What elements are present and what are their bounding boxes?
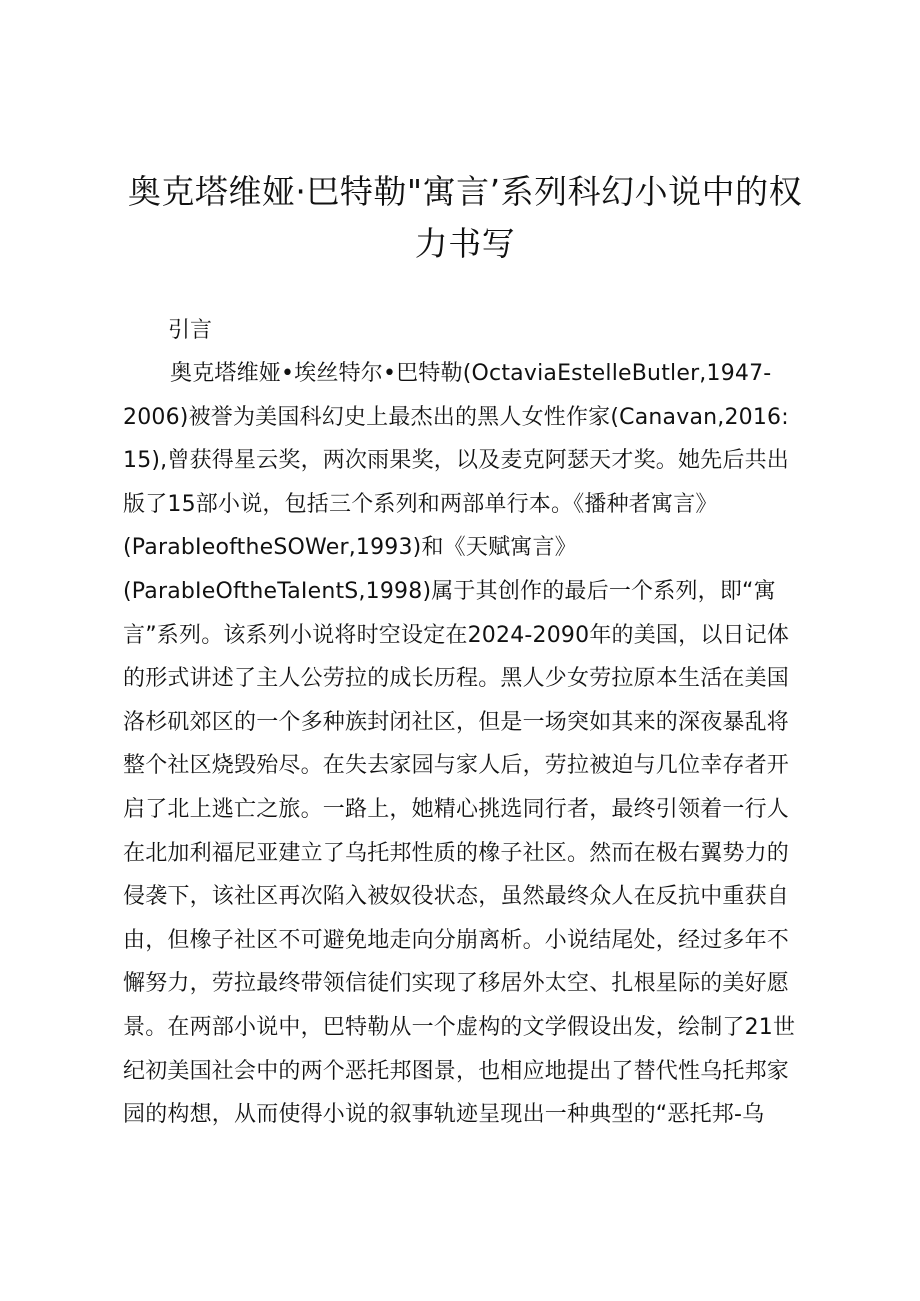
paragraph-line: 在北加利福尼亚建立了乌托邦性质的橡子社区。然而在极右翼势力的 — [123, 840, 790, 866]
paragraph-line: 纪初美国社会中的两个恶托邦图景，也相应地提出了替代性乌托邦家 — [123, 1058, 790, 1084]
paragraph-line: 景。在两部小说中，巴特勒从一个虚构的文学假设出发，绘制了21世 — [123, 1014, 796, 1040]
section-heading: 引言 — [168, 318, 213, 343]
paragraph-line: 奥克塔维娅•埃丝特尔•巴特勒(OctaviaEstelleButler,1947- — [170, 361, 772, 386]
paragraph-line: 懈努力，劳拉最终带领信徒们实现了移居外太空、扎根星际的美好愿 — [123, 971, 790, 997]
title-line: 力书写 — [414, 224, 516, 263]
paragraph-line: 15),曾获得星云奖，两次雨果奖，以及麦克阿瑟天才奖。她先后共出 — [123, 448, 789, 474]
paragraph-line: 2006)被誉为美国科幻史上最杰出的黑人女性作家(Canavan,2016: — [123, 404, 789, 430]
paragraph-line: 版了15部小说，包括三个系列和两部单行本。《播种者寓言》 — [123, 491, 718, 517]
paragraph-line: (ParabIeoftheSOWer,1993)和《天赋寓言》 — [123, 535, 577, 561]
paragraph-line: 启了北上逃亡之旅。一路上，她精心挑选同行者，最终引领着一行人 — [123, 796, 790, 822]
paragraph-line: (ParabIeOftheTaIentS,1998)属于其创作的最后一个系列，即“寓 — [123, 578, 776, 604]
paragraph-line: 洛杉矶郊区的一个多种族封闭社区，但是一场突如其来的深夜暴乱将 — [123, 709, 790, 735]
paragraph-line: 整个社区烧毁殆尽。在失去家园与家人后，劳拉被迫与几位幸存者开 — [123, 753, 790, 779]
paragraph-line: 由，但橡子社区不可避免地走向分崩离析。小说结尾处，经过多年不 — [123, 927, 790, 953]
title-line: 奥克塔维娅·巴特勒"寓言’系列科幻小说中的权 — [127, 172, 803, 211]
body-paragraph — [123, 352, 813, 1137]
paragraph-line: 园的构想，从而使得小说的叙事轨迹呈现出一种典型的“恶托邦-乌 — [123, 1102, 765, 1128]
paragraph-line: 言”系列。该系列小说将时空设定在2024-2090年的美国，以日记体 — [123, 622, 790, 648]
paragraph-line: 侵袭下，该社区再次陷入被奴役状态，虽然最终众人在反抗中重获自 — [123, 884, 790, 910]
document-title — [120, 166, 810, 270]
paragraph-line: 的形式讲述了主人公劳拉的成长历程。黑人少女劳拉原本生活在美国 — [123, 666, 790, 692]
